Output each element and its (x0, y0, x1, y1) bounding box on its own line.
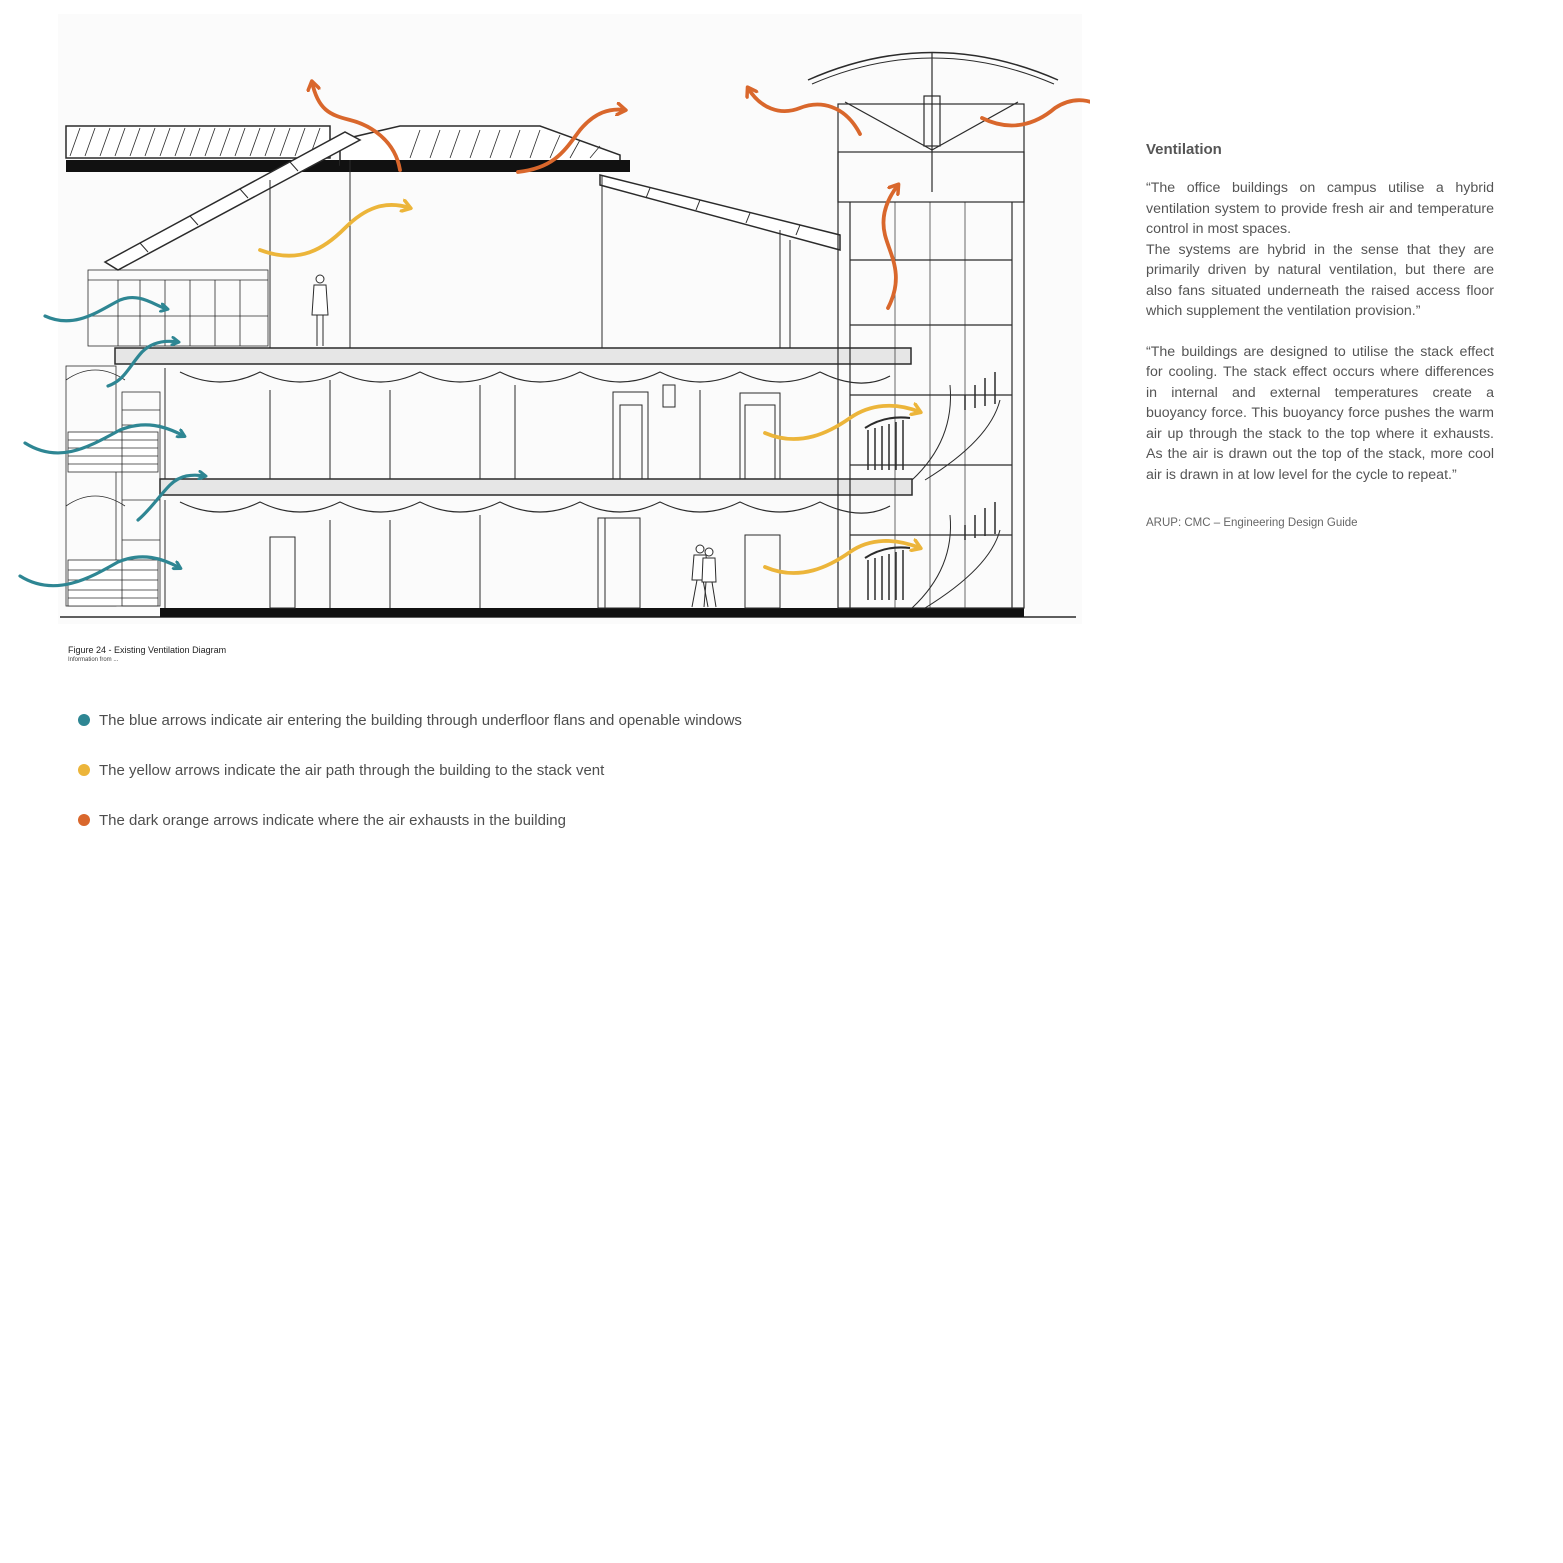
drawing-backdrop (58, 14, 1082, 624)
figure-caption (68, 645, 226, 664)
figure-caption-subtitle: Information from ... (68, 657, 119, 663)
ventilation-heading: Ventilation (1146, 141, 1222, 158)
orange-dot-icon (78, 814, 90, 826)
figure-caption-title: Figure 24 - Existing Ventilation Diagram (68, 645, 227, 655)
legend-text-orange: The dark orange arrows indicate where the air exhausts in the building (99, 811, 566, 829)
yellow-dot-icon (78, 764, 90, 776)
ground-floor-slab (160, 479, 912, 495)
legend-item-blue (78, 708, 742, 732)
quote-one-paragraph-one: “The office buildings on campus utilise a hybrid ventilation system to provide fresh air and temperature control in most spaces. (1146, 180, 1494, 237)
quote-one-paragraph-two: The systems are hybrid in the sense that they are primarily driven by natural ventilation, but there are also fans situated underneath the raised access floor which supplement the ventilation provision.” (1146, 241, 1494, 319)
ventilation-text-panel (1146, 141, 1494, 529)
legend-text-yellow: The yellow arrows indicate the air path through the building to the stack vent (99, 761, 605, 779)
arrow-legend (78, 708, 742, 858)
legend-item-orange (78, 808, 742, 832)
legend-item-yellow (78, 758, 742, 782)
legend-text-blue: The blue arrows indicate air entering the building through underfloor flans and openable windows (99, 711, 742, 729)
blue-dot-icon (78, 714, 90, 726)
ventilation-section-drawing (0, 0, 1090, 640)
first-floor-slab (115, 348, 911, 364)
source-citation: ARUP: CMC – Engineering Design Guide (1146, 517, 1358, 529)
quote-two-paragraph: “The buildings are designed to utilise the stack effect for cooling. The stack effect occurs where differences in internal and external temperatures create a buoyancy force. This buoyancy force pushes the warm air up through the stack to the top where it exhausts. As the air is drawn out the top of the stack, more cool air is drawn in at low level for the cycle to repeat.” (1146, 343, 1494, 483)
ground-slab (160, 608, 1024, 617)
